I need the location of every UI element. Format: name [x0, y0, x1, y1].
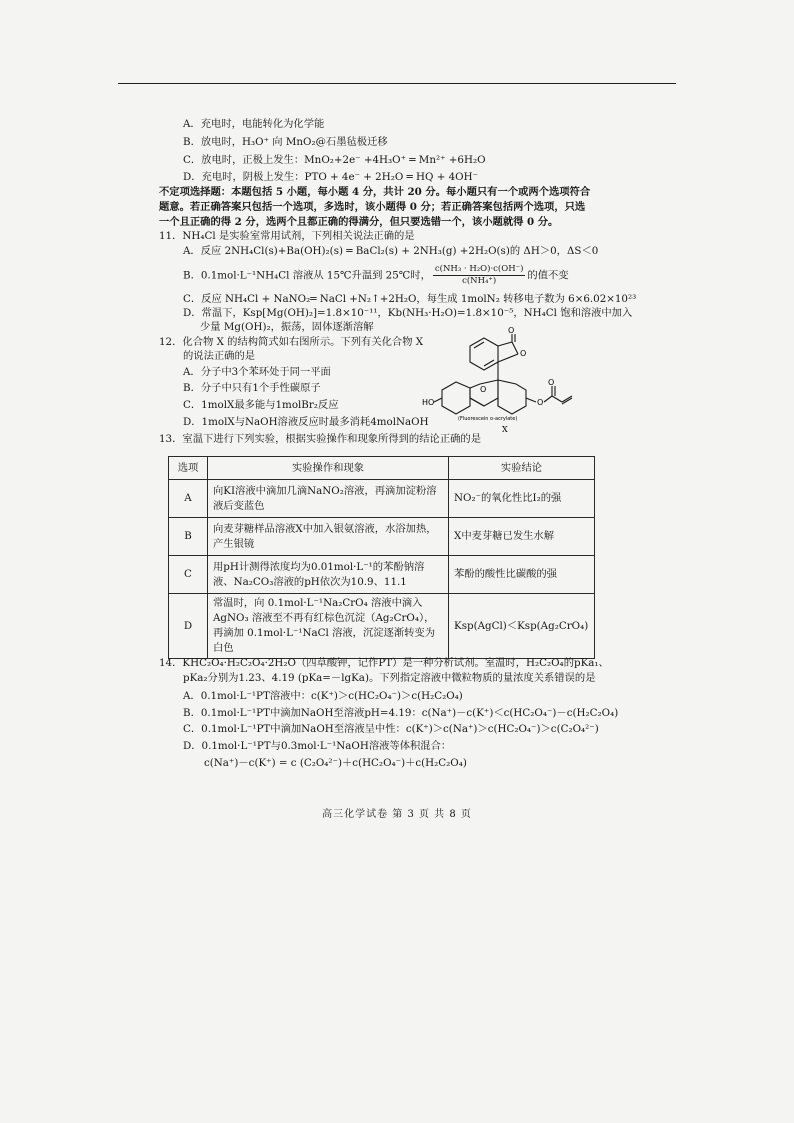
- q10-option-d: D．充电时，阴极上发生：PTO + 4e⁻ + 2H₂O ═ HQ + 4OH⁻: [183, 171, 479, 183]
- ester-carbonyl-o: O: [548, 378, 555, 387]
- q10-option-b: B．放电时，H₃O⁺ 向 MnO₂@石墨毡极迁移: [183, 136, 388, 148]
- section-instructions-line1: 不定项选择题：本题包括 5 小题，每小题 4 分，共计 20 分。每小题只有一个或两个选项符合: [159, 186, 591, 198]
- row-conclusion: NO₂⁻的氧化性比I₂的强: [449, 480, 595, 518]
- q14-option-a: A．0.1mol·L⁻¹PT溶液中：c(K⁺)＞c(HC₂O₄⁻)＞c(H₂C₂O₄): [183, 690, 463, 702]
- q14-option-d: D．0.1mol·L⁻¹PT与0.3mol·L⁻¹NaOH溶液等体积混合：: [183, 740, 452, 752]
- table-row: [169, 556, 595, 594]
- row-option: B: [169, 518, 208, 556]
- q12-option-d: D．1molX与NaOH溶液反应时最多消耗4molNaOH: [183, 416, 429, 428]
- q11-option-b: [183, 264, 569, 287]
- ho-label: HO: [422, 398, 435, 407]
- q10-option-a: A．充电时，电能转化为化学能: [183, 118, 325, 130]
- ester-o: O: [537, 398, 544, 407]
- q11-option-d: D．常温下，Ksp[Mg(OH)₂]=1.8×10⁻¹¹，Kb(NH₃·H₂O)=1.8×10⁻⁵，NH₄Cl 饱和溶液中加入: [183, 307, 633, 319]
- q10-option-c: C．放电时，正极上发生：MnO₂+2e⁻ +4H₃O⁺ ═ Mn²⁺ +6H₂O: [183, 154, 486, 166]
- q12-stem-cont: 的说法正确的是: [183, 350, 256, 362]
- ratio-denominator: c(NH₄⁺): [462, 276, 497, 286]
- q11-option-a: A．反应 2NH₄Cl(s)+Ba(OH)₂(s) ═ BaCl₂(s) + 2NH₃(g) +2H₂O(s)的 ΔH＞0，ΔS＜0: [183, 245, 599, 257]
- row-operation: 向KI溶液中滴加几滴NaNO₂溶液，再滴加淀粉溶液后变蓝色: [208, 480, 449, 518]
- row-option: C: [169, 556, 208, 594]
- q12-option-b: B．分子中只有1个手性碳原子: [183, 382, 321, 394]
- ring-o: O: [480, 385, 487, 394]
- q11-option-b-text: B．0.1mol·L⁻¹NH₄Cl 溶液从 15℃升温到 25℃时，: [183, 269, 431, 282]
- row-operation: 常温时，向 0.1mol·L⁻¹Na₂CrO₄ 溶液中滴入 AgNO₃ 溶液至不再有红棕色沉淀（Ag₂CrO₄），再滴加 0.1mol·L⁻¹NaCl 溶液，沉淀逐渐转变为白色: [208, 594, 449, 659]
- structure-caption: (Fluorescein o-acrylate): [458, 416, 518, 422]
- row-operation: 向麦芽糖样品溶液X中加入银氨溶液，水浴加热，产生银镜: [208, 518, 449, 556]
- page-footer: 高三化学试卷 第 3 页 共 8 页: [322, 809, 472, 820]
- q14-stem: 14．KHC₂O₄·H₂C₂O₄·2H₂O（四草酸钾，记作PT）是一种分析试剂。室温时，H₂C₂O₄的pKa₁、: [159, 657, 609, 669]
- header-conclusion: 实验结论: [449, 457, 595, 480]
- ratio-numerator: c(NH₃ · H₂O)·c(OH⁻): [434, 264, 524, 274]
- header-option: 选项: [169, 457, 208, 480]
- section-instructions-line3: 一个且正确的得 2 分，选两个且都正确的得满分，但只要选错一个，该小题就得 0 分。: [159, 216, 559, 228]
- q12-option-a: A．分子中3个苯环处于同一平面: [183, 366, 331, 378]
- q14-stem-cont: pKa₂分别为1.23、4.19 (pKa=－lgKa)。下列指定溶液中微粒物质的量浓度关系错误的是: [183, 672, 596, 684]
- row-conclusion: 苯酚的酸性比碳酸的强: [449, 556, 595, 594]
- q14-option-b: B．0.1mol·L⁻¹PT中滴加NaOH至溶液pH=4.19：c(Na⁺)－c(K⁺)＜c(HC₂O₄⁻)－c(H₂C₂O₄): [183, 707, 619, 719]
- header-rule: [118, 83, 676, 84]
- experiment-table: [168, 456, 595, 659]
- q11-stem: 11．NH₄Cl 是实验室常用试剂，下列相关说法正确的是: [159, 230, 415, 242]
- q14-option-d-cont: c(Na⁺)－c(K⁺) = c (C₂O₄²⁻)＋c(HC₂O₄⁻)＋c(H₂C₂O₄): [204, 757, 467, 769]
- q13-stem: 13．室温下进行下列实验，根据实验操作和现象所得到的结论正确的是: [159, 433, 482, 445]
- lactone-o: O: [520, 349, 527, 358]
- q14-option-c: C．0.1mol·L⁻¹PT中滴加NaOH至溶液呈中性：c(K⁺)＞c(Na⁺)＞c(HC₂O₄⁻)＞c(C₂O₄²⁻): [183, 723, 599, 735]
- table-header-row: [169, 457, 595, 480]
- concentration-ratio: [433, 264, 526, 287]
- q12-option-c: C．1molX最多能与1molBr₂反应: [183, 399, 339, 411]
- q11-option-d-cont: 少量 Mg(OH)₂，振荡，固体逐渐溶解: [200, 321, 374, 333]
- compound-x-structure: [422, 326, 640, 436]
- table-row: [169, 594, 595, 659]
- header-operation: 实验操作和现象: [208, 457, 449, 480]
- q11-option-c: C．反应 NH₄Cl + NaNO₂═ NaCl +N₂↑+2H₂O，每生成 1molN₂ 转移电子数为 6×6.02×10²³: [183, 293, 637, 305]
- section-instructions-line2: 题意。若正确答案只包括一个选项，多选时，该小题得 0 分；若正确答案包括两个选项，只选: [159, 201, 586, 213]
- table-row: [169, 518, 595, 556]
- row-conclusion: X中麦芽糖已发生水解: [449, 518, 595, 556]
- row-operation: 用pH计测得浓度均为0.01mol·L⁻¹的苯酚钠溶液、Na₂CO₃溶液的pH依次为10.9、11.1: [208, 556, 449, 594]
- row-conclusion: Ksp(AgCl)＜Ksp(Ag₂CrO₄): [449, 594, 595, 659]
- structure-name: X: [502, 425, 508, 434]
- carbonyl-o: O: [508, 326, 515, 335]
- row-option: A: [169, 480, 208, 518]
- table-row: [169, 480, 595, 518]
- row-option: D: [169, 594, 208, 659]
- q11-option-b-tail: 的值不变: [527, 269, 569, 282]
- q12-stem: 12．化合物 X 的结构简式如右图所示。下列有关化合物 X: [159, 336, 424, 348]
